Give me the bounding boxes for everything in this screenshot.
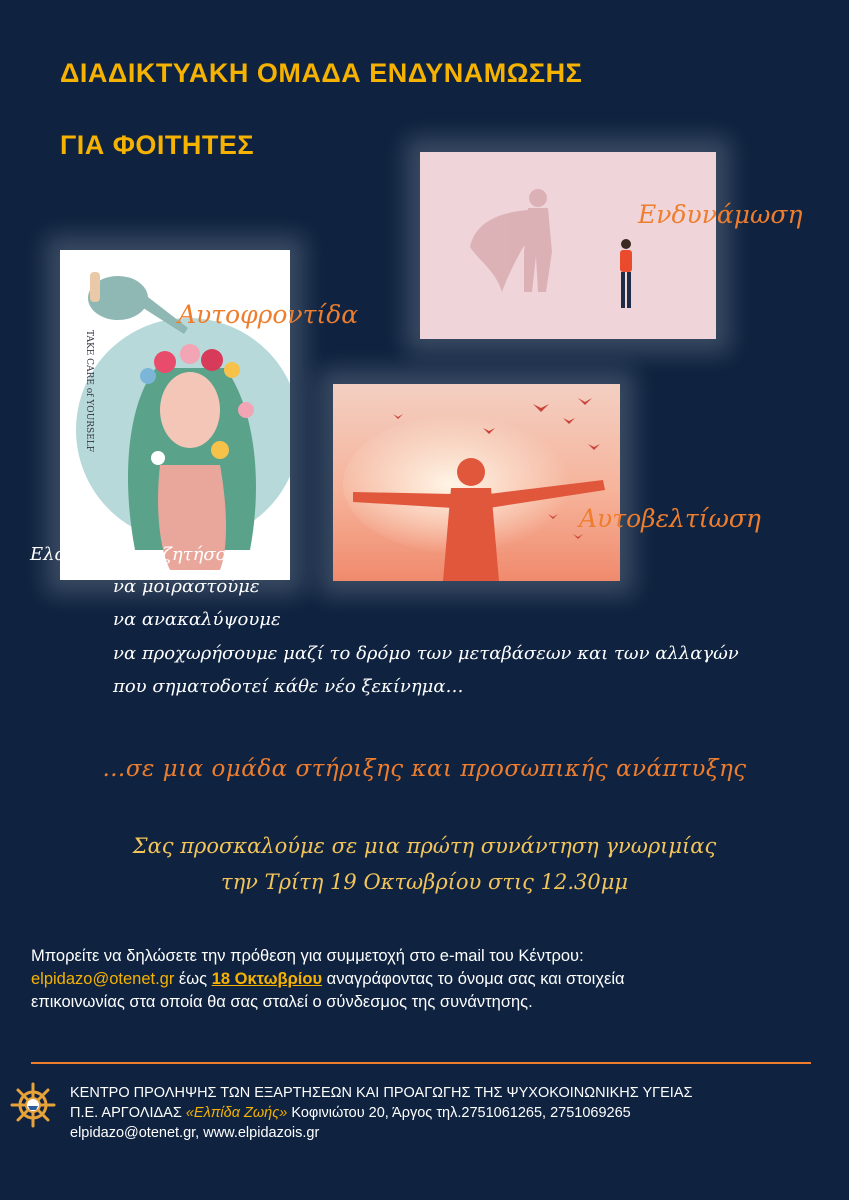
invitation-line1: Ελάτε… να συζητήσουμε (30, 544, 259, 565)
selfimprovement-illustration (333, 384, 620, 581)
registration-until: έως (174, 970, 212, 988)
invitation-line2: να μοιραστούμε (113, 576, 260, 597)
footer-org-line2 (70, 1104, 631, 1123)
footer-contacts[interactable]: elpidazo@otenet.gr, www.elpidazois.gr (70, 1125, 320, 1141)
registration-line3: επικοινωνίας στα οποία θα σας σταλεί ο σύνδεσμος της συνάντησης. (31, 993, 533, 1011)
page-title-line2: ΓΙΑ ΦΟΙΤΗΤΕΣ (60, 130, 255, 160)
invitation-line3: να ανακαλύψουμε (113, 609, 281, 630)
group-tagline: …σε μια ομάδα στήριξης και προσωπικής ανάπτυξης (102, 756, 747, 782)
invitation-line5: που σηματοδοτεί κάθε νέο ξεκίνημα… (113, 676, 464, 697)
registration-line2 (31, 968, 625, 990)
selfcare-badge (84, 330, 94, 360)
selfcare-label: Αυτοφροντίδα (178, 300, 359, 329)
footer-org-line1: ΚΕΝΤΡΟ ΠΡΟΛΗΨΗΣ ΤΩΝ ΕΞΑΡΤΗΣΕΩΝ ΚΑΙ ΠΡΟΑΓΩΓΗΣ ΤΗΣ ΨΥΧΟΚΟΙΝΩΝΙΚΗΣ ΥΓΕΙΑΣ (70, 1085, 693, 1101)
footer-org-address: Κοφινιώτου 20, Άργος τηλ.2751061265, 2751069265 (287, 1105, 631, 1121)
empowerment-label: Ενδυνάμωση (638, 200, 803, 229)
empowerment-illustration (420, 152, 716, 339)
empowerment-image (420, 152, 716, 339)
footer-divider (31, 1062, 811, 1064)
footer-org-name: «Ελπίδα Ζωής» (185, 1105, 288, 1121)
page-title-line1: ΔΙΑΔΙΚΤΥΑΚΗ ΟΜΑΔΑ ΕΝΔΥΝΑΜΩΣΗΣ (60, 58, 583, 88)
footer-org-prefix: Π.Ε. ΑΡΓΟΛΙΔΑΣ (70, 1105, 186, 1121)
invitation-line4: να προχωρήσουμε μαζί το δρόμο των μεταβάσεων και των αλλαγών (113, 643, 739, 664)
meeting-line1: Σας προσκαλούμε σε μια πρώτη συνάντηση γνωριμίας (132, 834, 717, 858)
meeting-line2: την Τρίτη 19 Οκτωβρίου στις 12.30μμ (220, 870, 629, 894)
ship-wheel-logo-icon (10, 1082, 56, 1128)
selfimprovement-label: Αυτοβελτίωση (579, 504, 761, 533)
registration-deadline: 18 Οκτωβρίου (211, 970, 323, 988)
registration-line2-rest: αναγράφοντας το όνομα σας και στοιχεία (322, 970, 625, 988)
selfimprovement-image (333, 384, 620, 581)
registration-line1: Μπορείτε να δηλώσετε την πρόθεση για συμμετοχή στο e-mail του Κέντρου: (31, 947, 584, 965)
registration-email-link[interactable]: elpidazo@otenet.gr (31, 970, 175, 988)
